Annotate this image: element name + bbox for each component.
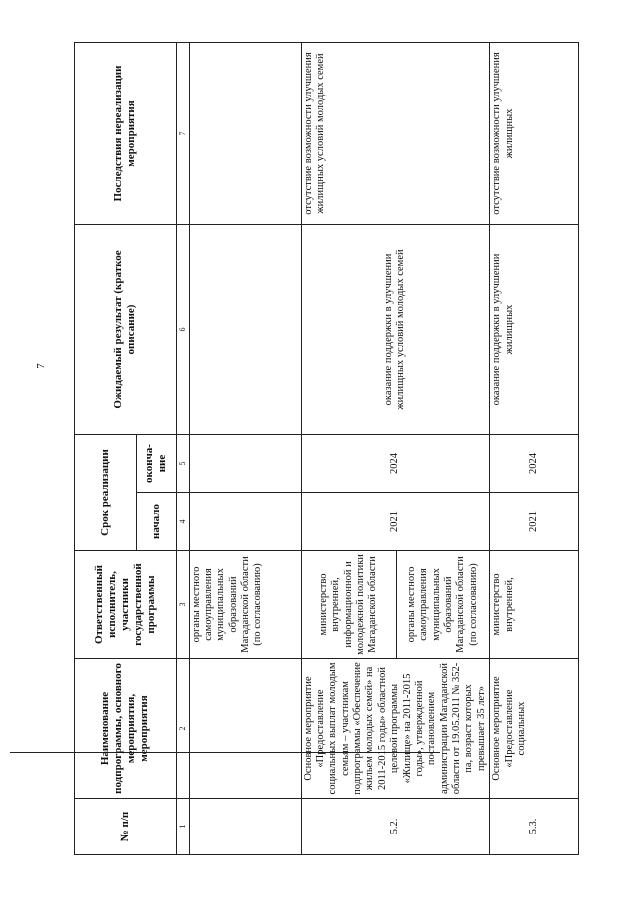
col-number: 2 (176, 659, 189, 799)
header-consequences: Последствия нереализации мероприятия (75, 42, 177, 224)
header-end: оконча-ние (136, 434, 176, 492)
cell-end: 2024 (301, 434, 490, 492)
header-row-1 (75, 42, 137, 854)
cell-result: оказание поддержки в улучшении жилищных условий молодых семей (301, 224, 490, 434)
cell-executor: органы местного самоуправления муниципальных образований Магаданской области (по согласованию) (189, 551, 301, 659)
program-activities-table (74, 42, 579, 855)
table-row-continuation (189, 42, 301, 854)
cell-consequences: отсутствие возможности улучшения жилищных условий молодых семей (301, 42, 490, 224)
header-start: начало (136, 493, 176, 551)
cell-empty (189, 42, 301, 224)
cell-empty (189, 224, 301, 434)
cell-empty (189, 434, 301, 492)
cell-start: 2021 (490, 493, 579, 551)
cell-num: 5.2. (301, 799, 490, 855)
col-number: 1 (176, 799, 189, 855)
header-num: № п/п (75, 799, 177, 855)
column-numbers-row (176, 42, 189, 854)
col-number: 3 (176, 551, 189, 659)
cell-name: Основное мероприятие «Предоставление социальных выплат молодым семьям – участникам подпрограммы «Обеспечение жильем молодых семей» на 2011-2015 годы» областной целевой программы «Жилище» на 2011-2015 годы», утвержденной постановлением администрации Магаданской области от 19.05.2011 № 352-па, возраст которых превышает 35 лет» (301, 659, 490, 799)
rotated-table-wrapper (74, 43, 579, 855)
col-number: 4 (176, 493, 189, 551)
cell-consequences: отсутствие возможности улучшения жилищных (490, 42, 579, 224)
page-number: 7 (34, 363, 47, 369)
cell-empty (189, 493, 301, 551)
table-row-5-2 (301, 42, 396, 854)
table-row-5-3 (490, 42, 579, 854)
cell-executor: органы местного самоуправления муниципальных образований Магаданской области (по согласованию) (396, 551, 489, 659)
cell-empty (189, 659, 301, 799)
header-period: Срок реализации (75, 434, 137, 550)
col-number: 5 (176, 434, 189, 492)
cell-result: оказание поддержки в улучшении жилищных (490, 224, 579, 434)
col-number: 6 (176, 224, 189, 434)
cell-empty (189, 799, 301, 855)
header-executor: Ответственный исполнитель, участники государственной программы (75, 551, 177, 659)
cell-name: Основное мероприятие «Предоставление социальных (490, 659, 579, 799)
header-result: Ожидаемый результат (краткое описание) (75, 224, 177, 434)
header-name: Наименование подпрограммы, основного мероприятия, мероприятия (75, 659, 177, 799)
cell-executor: министерство внутренней, (490, 551, 579, 659)
cell-end: 2024 (490, 434, 579, 492)
cell-num: 5.3. (490, 799, 579, 855)
col-number: 7 (176, 42, 189, 224)
cell-executor: министерство внутренней, информационной и молодежной политики Магаданской области (301, 551, 396, 659)
cell-start: 2021 (301, 493, 490, 551)
